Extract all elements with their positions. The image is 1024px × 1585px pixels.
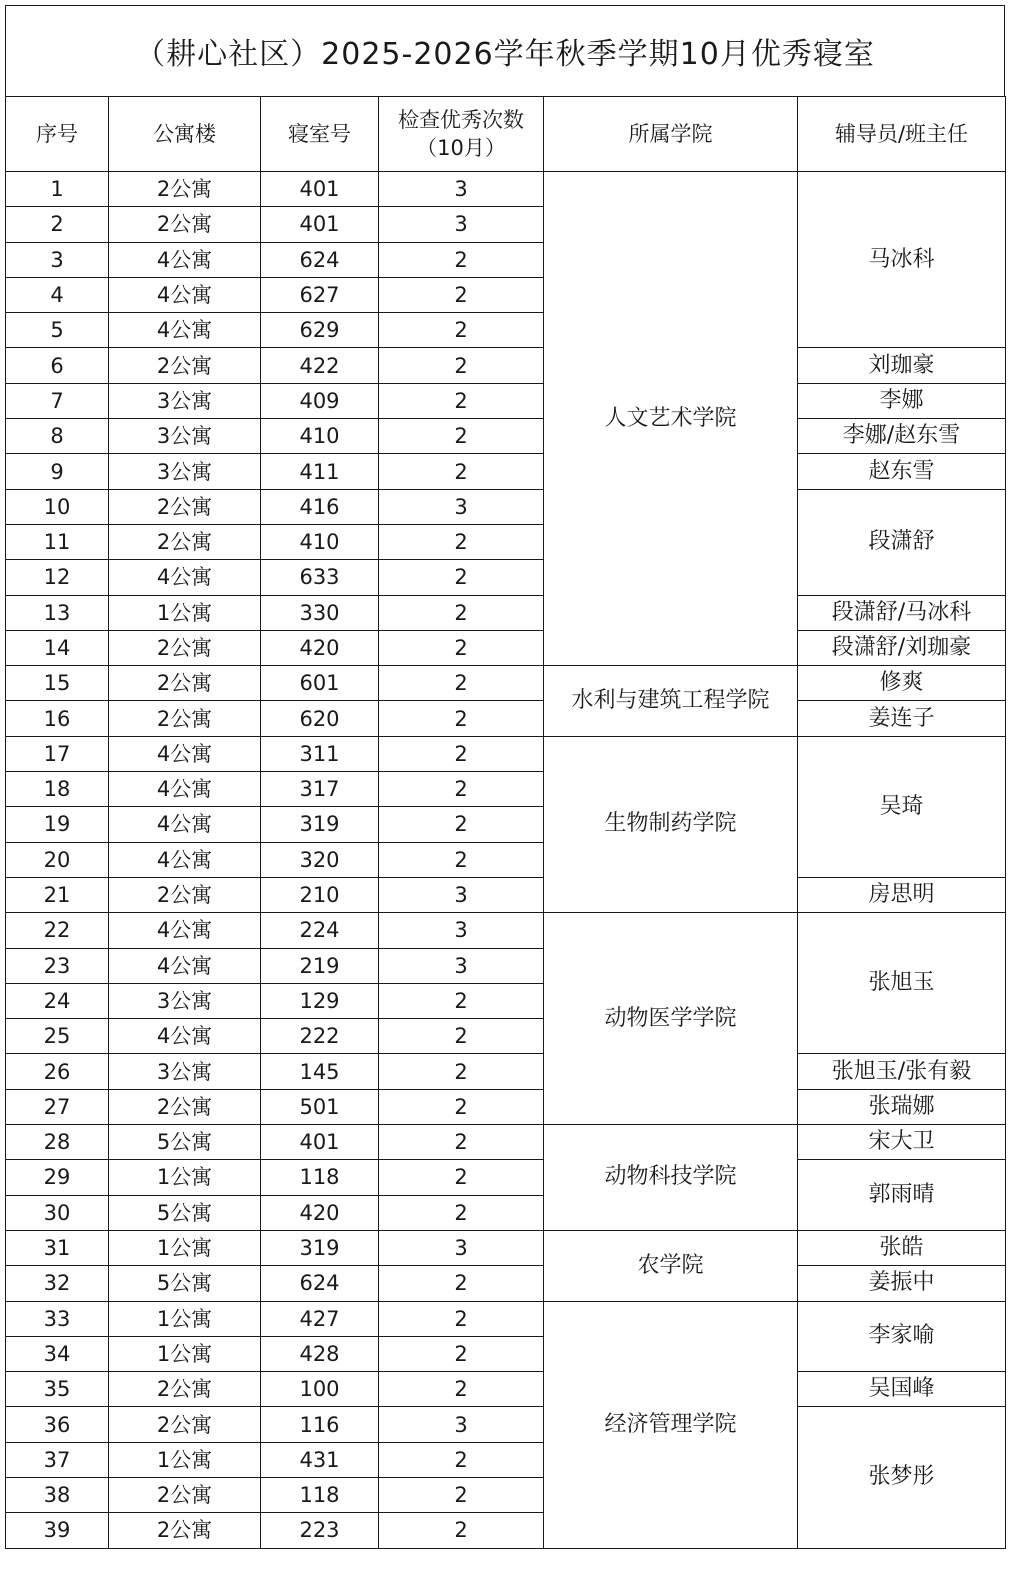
cell-room: 420	[261, 630, 379, 665]
cell-count: 3	[379, 877, 544, 912]
cell-count: 2	[379, 454, 544, 489]
cell-room: 416	[261, 489, 379, 524]
cell-seq: 39	[6, 1513, 109, 1548]
cell-counselor: 房思明	[798, 877, 1006, 912]
cell-room: 633	[261, 560, 379, 595]
cell-seq: 33	[6, 1301, 109, 1336]
cell-count: 2	[379, 1160, 544, 1195]
table-row	[6, 172, 1006, 207]
cell-seq: 13	[6, 595, 109, 630]
table-row	[6, 1125, 1006, 1160]
cell-building: 2公寓	[109, 348, 261, 383]
cell-count: 3	[379, 489, 544, 524]
spreadsheet-page	[5, 5, 1008, 1585]
cell-seq: 23	[6, 948, 109, 983]
cell-college: 动物科技学院	[544, 1125, 798, 1231]
table-row	[6, 736, 1006, 771]
cell-building: 1公寓	[109, 1336, 261, 1371]
cell-count: 2	[379, 419, 544, 454]
cell-seq: 11	[6, 524, 109, 559]
cell-seq: 25	[6, 1019, 109, 1054]
cell-counselor: 张梦彤	[798, 1407, 1006, 1548]
cell-building: 2公寓	[109, 1407, 261, 1442]
cell-count: 2	[379, 1372, 544, 1407]
cell-count: 3	[379, 1407, 544, 1442]
cell-building: 4公寓	[109, 242, 261, 277]
cell-building: 2公寓	[109, 489, 261, 524]
cell-building: 3公寓	[109, 419, 261, 454]
cell-counselor: 段潇舒	[798, 489, 1006, 595]
cell-count: 2	[379, 1442, 544, 1477]
cell-college: 经济管理学院	[544, 1301, 798, 1548]
cell-counselor: 张旭玉	[798, 913, 1006, 1054]
cell-counselor: 张旭玉/张有毅	[798, 1054, 1006, 1089]
cell-counselor: 修爽	[798, 666, 1006, 701]
cell-count: 3	[379, 948, 544, 983]
cell-counselor: 刘珈豪	[798, 348, 1006, 383]
cell-seq: 21	[6, 877, 109, 912]
cell-room: 427	[261, 1301, 379, 1336]
cell-seq: 35	[6, 1372, 109, 1407]
cell-room: 317	[261, 772, 379, 807]
cell-seq: 27	[6, 1089, 109, 1124]
cell-college: 农学院	[544, 1230, 798, 1301]
cell-building: 2公寓	[109, 701, 261, 736]
cell-count: 3	[379, 913, 544, 948]
cell-room: 129	[261, 983, 379, 1018]
cell-seq: 31	[6, 1230, 109, 1265]
cell-seq: 1	[6, 172, 109, 207]
cell-counselor: 姜振中	[798, 1266, 1006, 1301]
cell-building: 2公寓	[109, 207, 261, 242]
dormitory-table	[5, 96, 1006, 1549]
cell-seq: 15	[6, 666, 109, 701]
cell-seq: 16	[6, 701, 109, 736]
cell-college: 动物医学学院	[544, 913, 798, 1125]
cell-room: 420	[261, 1195, 379, 1230]
cell-count: 2	[379, 736, 544, 771]
table-row	[6, 1301, 1006, 1336]
cell-seq: 20	[6, 842, 109, 877]
cell-count: 2	[379, 1477, 544, 1512]
cell-seq: 29	[6, 1160, 109, 1195]
cell-seq: 22	[6, 913, 109, 948]
table-row	[6, 666, 1006, 701]
cell-count: 2	[379, 1336, 544, 1371]
cell-counselor: 郭雨晴	[798, 1160, 1006, 1231]
cell-building: 2公寓	[109, 877, 261, 912]
cell-building: 4公寓	[109, 772, 261, 807]
table-row	[6, 877, 1006, 912]
cell-room: 401	[261, 1125, 379, 1160]
cell-room: 319	[261, 807, 379, 842]
cell-count: 2	[379, 277, 544, 312]
cell-building: 4公寓	[109, 842, 261, 877]
cell-seq: 10	[6, 489, 109, 524]
cell-seq: 7	[6, 383, 109, 418]
cell-room: 118	[261, 1477, 379, 1512]
cell-counselor: 宋大卫	[798, 1125, 1006, 1160]
sheet-title: （耕心社区）2025-2026学年秋季学期10月优秀寝室	[5, 5, 1005, 96]
cell-room: 401	[261, 207, 379, 242]
cell-count: 2	[379, 1089, 544, 1124]
cell-room: 411	[261, 454, 379, 489]
cell-room: 224	[261, 913, 379, 948]
cell-building: 4公寓	[109, 913, 261, 948]
cell-college: 水利与建筑工程学院	[544, 666, 798, 737]
cell-college: 人文艺术学院	[544, 172, 798, 666]
cell-counselor: 赵东雪	[798, 454, 1006, 489]
header-building: 公寓楼	[109, 97, 261, 172]
cell-room: 223	[261, 1513, 379, 1548]
cell-building: 3公寓	[109, 1054, 261, 1089]
table-row	[6, 383, 1006, 418]
cell-room: 431	[261, 1442, 379, 1477]
cell-room: 330	[261, 595, 379, 630]
header-counselor: 辅导员/班主任	[798, 97, 1006, 172]
cell-count: 2	[379, 348, 544, 383]
cell-building: 2公寓	[109, 172, 261, 207]
table-row	[6, 419, 1006, 454]
cell-count: 2	[379, 383, 544, 418]
cell-room: 116	[261, 1407, 379, 1442]
cell-building: 3公寓	[109, 983, 261, 1018]
cell-building: 2公寓	[109, 1089, 261, 1124]
cell-count: 2	[379, 1266, 544, 1301]
cell-college: 生物制药学院	[544, 736, 798, 912]
table-body	[6, 172, 1006, 1549]
cell-seq: 30	[6, 1195, 109, 1230]
cell-seq: 2	[6, 207, 109, 242]
cell-count: 2	[379, 242, 544, 277]
cell-count: 2	[379, 1054, 544, 1089]
cell-count: 2	[379, 1301, 544, 1336]
cell-building: 5公寓	[109, 1125, 261, 1160]
cell-counselor: 吴国峰	[798, 1372, 1006, 1407]
cell-room: 145	[261, 1054, 379, 1089]
cell-building: 4公寓	[109, 736, 261, 771]
cell-count: 2	[379, 1019, 544, 1054]
cell-room: 410	[261, 419, 379, 454]
cell-room: 428	[261, 1336, 379, 1371]
cell-building: 1公寓	[109, 1301, 261, 1336]
cell-building: 4公寓	[109, 807, 261, 842]
cell-seq: 18	[6, 772, 109, 807]
cell-counselor: 姜连子	[798, 701, 1006, 736]
cell-room: 624	[261, 1266, 379, 1301]
cell-room: 501	[261, 1089, 379, 1124]
cell-seq: 4	[6, 277, 109, 312]
cell-counselor: 李娜	[798, 383, 1006, 418]
cell-seq: 37	[6, 1442, 109, 1477]
table-row	[6, 1266, 1006, 1301]
cell-building: 2公寓	[109, 1513, 261, 1548]
cell-seq: 36	[6, 1407, 109, 1442]
table-row	[6, 630, 1006, 665]
cell-seq: 32	[6, 1266, 109, 1301]
cell-building: 2公寓	[109, 1372, 261, 1407]
cell-seq: 17	[6, 736, 109, 771]
cell-counselor: 张皓	[798, 1230, 1006, 1265]
cell-count: 2	[379, 666, 544, 701]
cell-room: 319	[261, 1230, 379, 1265]
table-row	[6, 595, 1006, 630]
cell-count: 2	[379, 595, 544, 630]
cell-building: 5公寓	[109, 1266, 261, 1301]
cell-seq: 19	[6, 807, 109, 842]
cell-count: 2	[379, 772, 544, 807]
cell-building: 1公寓	[109, 595, 261, 630]
cell-building: 2公寓	[109, 666, 261, 701]
cell-seq: 8	[6, 419, 109, 454]
cell-count: 2	[379, 983, 544, 1018]
cell-counselor: 张瑞娜	[798, 1089, 1006, 1124]
cell-room: 118	[261, 1160, 379, 1195]
cell-building: 3公寓	[109, 454, 261, 489]
table-row	[6, 348, 1006, 383]
cell-counselor: 段潇舒/马冰科	[798, 595, 1006, 630]
cell-count: 2	[379, 842, 544, 877]
header-count	[379, 97, 544, 172]
cell-count: 2	[379, 1195, 544, 1230]
cell-room: 410	[261, 524, 379, 559]
cell-building: 2公寓	[109, 524, 261, 559]
cell-room: 601	[261, 666, 379, 701]
cell-count: 2	[379, 1513, 544, 1548]
cell-seq: 6	[6, 348, 109, 383]
table-row	[6, 1230, 1006, 1265]
cell-seq: 26	[6, 1054, 109, 1089]
cell-building: 4公寓	[109, 313, 261, 348]
table-row	[6, 1372, 1006, 1407]
cell-room: 409	[261, 383, 379, 418]
cell-seq: 5	[6, 313, 109, 348]
cell-seq: 14	[6, 630, 109, 665]
table-row	[6, 913, 1006, 948]
cell-seq: 28	[6, 1125, 109, 1160]
table-row	[6, 1054, 1006, 1089]
cell-building: 1公寓	[109, 1160, 261, 1195]
table-row	[6, 489, 1006, 524]
cell-seq: 9	[6, 454, 109, 489]
cell-building: 2公寓	[109, 1477, 261, 1512]
header-college: 所属学院	[544, 97, 798, 172]
cell-counselor: 李家喻	[798, 1301, 1006, 1372]
cell-counselor: 马冰科	[798, 172, 1006, 348]
cell-counselor: 李娜/赵东雪	[798, 419, 1006, 454]
cell-counselor: 吴琦	[798, 736, 1006, 877]
cell-building: 4公寓	[109, 560, 261, 595]
header-count-line2: （10月）	[416, 136, 506, 160]
cell-count: 3	[379, 172, 544, 207]
cell-room: 422	[261, 348, 379, 383]
cell-count: 2	[379, 701, 544, 736]
header-seq: 序号	[6, 97, 109, 172]
cell-room: 210	[261, 877, 379, 912]
cell-seq: 24	[6, 983, 109, 1018]
table-row	[6, 1407, 1006, 1442]
cell-count: 2	[379, 630, 544, 665]
cell-count: 2	[379, 560, 544, 595]
cell-room: 620	[261, 701, 379, 736]
cell-room: 627	[261, 277, 379, 312]
cell-room: 222	[261, 1019, 379, 1054]
cell-room: 100	[261, 1372, 379, 1407]
table-row	[6, 701, 1006, 736]
header-row	[6, 97, 1006, 172]
cell-seq: 3	[6, 242, 109, 277]
cell-count: 3	[379, 1230, 544, 1265]
table-row	[6, 1160, 1006, 1195]
cell-building: 2公寓	[109, 630, 261, 665]
cell-building: 5公寓	[109, 1195, 261, 1230]
header-room: 寝室号	[261, 97, 379, 172]
cell-count: 2	[379, 313, 544, 348]
table-row	[6, 1089, 1006, 1124]
cell-building: 4公寓	[109, 277, 261, 312]
cell-room: 311	[261, 736, 379, 771]
cell-building: 1公寓	[109, 1230, 261, 1265]
table-row	[6, 454, 1006, 489]
cell-building: 4公寓	[109, 948, 261, 983]
cell-room: 320	[261, 842, 379, 877]
cell-counselor: 段潇舒/刘珈豪	[798, 630, 1006, 665]
cell-count: 2	[379, 524, 544, 559]
cell-seq: 12	[6, 560, 109, 595]
cell-building: 1公寓	[109, 1442, 261, 1477]
cell-seq: 34	[6, 1336, 109, 1371]
cell-building: 3公寓	[109, 383, 261, 418]
cell-seq: 38	[6, 1477, 109, 1512]
cell-count: 3	[379, 207, 544, 242]
cell-count: 2	[379, 807, 544, 842]
cell-room: 629	[261, 313, 379, 348]
cell-room: 219	[261, 948, 379, 983]
header-count-line1: 检查优秀次数	[398, 108, 524, 132]
cell-count: 2	[379, 1125, 544, 1160]
cell-building: 4公寓	[109, 1019, 261, 1054]
cell-room: 401	[261, 172, 379, 207]
cell-room: 624	[261, 242, 379, 277]
